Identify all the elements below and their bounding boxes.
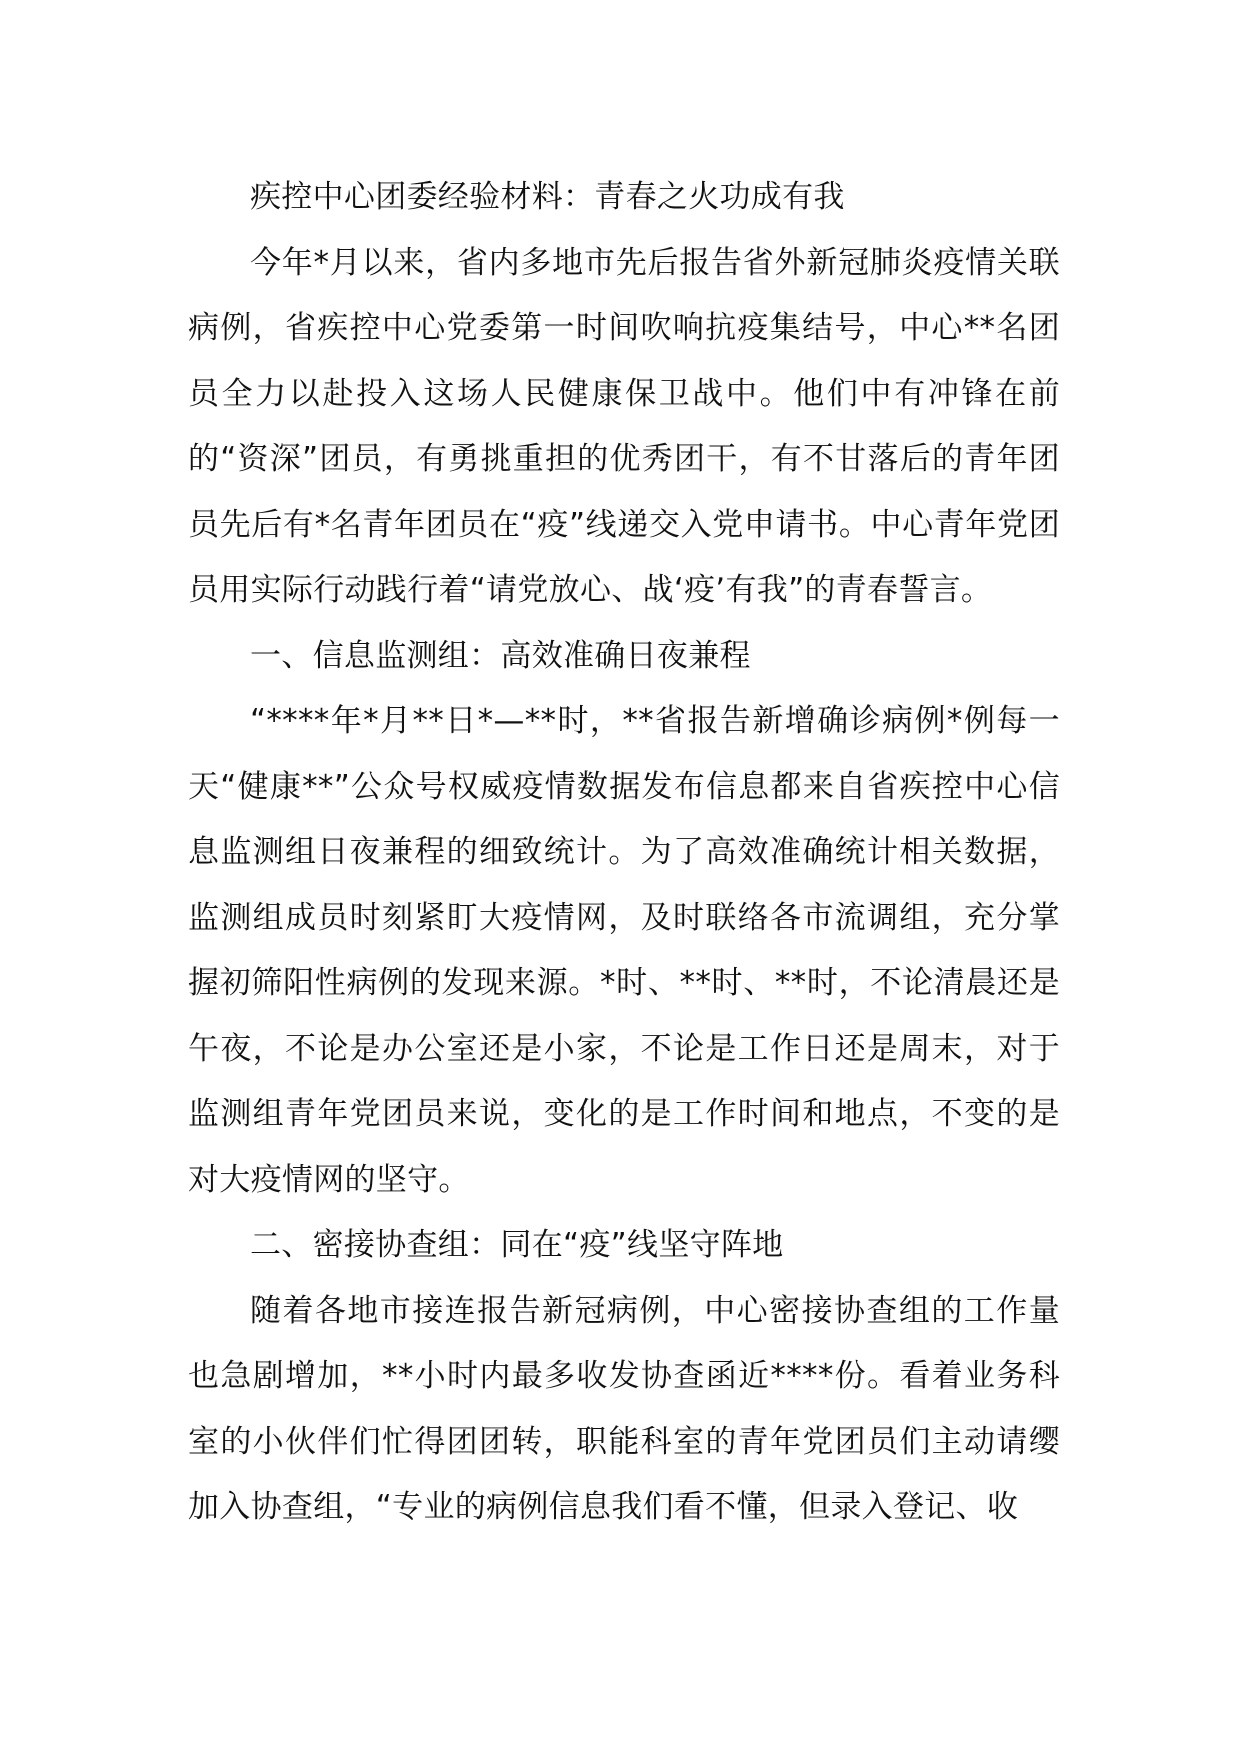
section-heading-info-monitoring: 一、信息监测组：高效准确日夜兼程 bbox=[250, 637, 751, 674]
document-body bbox=[188, 165, 1060, 1541]
contact-tracing-paragraph: 随着各地市接连报告新冠病例，中心密接协查组的工作量也急剧增加，**小时内最多收发协查函近****份。看着业务科室的小伙伴们忙得团团转，职能科室的青年党团员们主动请缨加入协查组，“专业的病例信息我们看不懂，但录入登记、收 bbox=[188, 1292, 1060, 1525]
info-monitoring-paragraph: “****年*月**日*—**时，**省报告新增确诊病例*例每一天“健康**”公众号权威疫情数据发布信息都来自省疾控中心信息监测组日夜兼程的细致统计。为了高效准确统计相关数据，监测组成员时刻紧盯大疫情网，及时联络各市流调组，充分掌握初筛阳性病例的发现来源。*时、**时、**时，不论清晨还是午夜，不论是办公室还是小家，不论是工作日还是周末，对于监测组青年党团员来说，变化的是工作时间和地点，不变的是对大疫情网的坚守。 bbox=[188, 703, 1060, 1198]
section-heading-contact-tracing: 二、密接协查组：同在“疫”线坚守阵地 bbox=[250, 1227, 784, 1263]
intro-paragraph: 今年*月以来，省内多地市先后报告省外新冠肺炎疫情关联病例，省疾控中心党委第一时间吹响抗疫集结号，中心**名团员全力以赴投入这场人民健康保卫战中。他们中有冲锋在前的“资深”团员，有勇挑重担的优秀团干，有不甘落后的青年团员先后有*名青年团员在“疫”线递交入党申请书。中心青年党团员用实际行动践行着“请党放心、战‘疫’有我”的青春誓言。 bbox=[188, 244, 1060, 608]
document-title: 疾控中心团委经验材料：青春之火功成有我 bbox=[250, 179, 845, 215]
